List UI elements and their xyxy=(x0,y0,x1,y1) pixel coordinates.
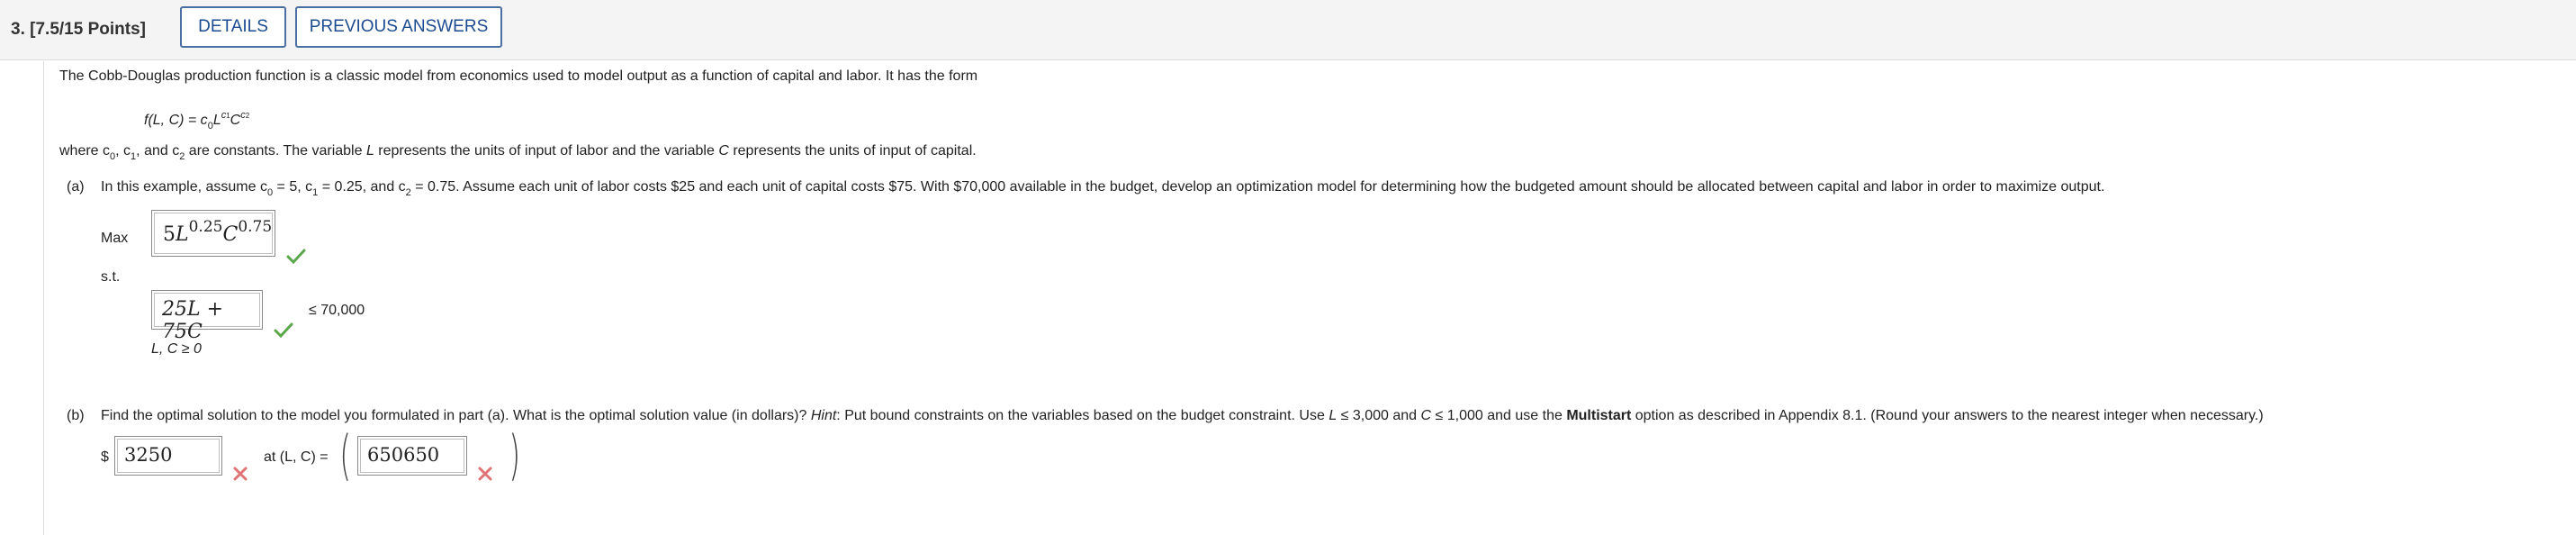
part-b-label: (b) xyxy=(67,408,85,423)
cross-icon xyxy=(477,466,493,482)
check-icon xyxy=(286,249,306,265)
at-point-label: at (L, C) = xyxy=(264,449,329,465)
constraint-input[interactable] xyxy=(151,290,263,343)
cobb-douglas-formula: f(L, $C) = c_0L^{c1}C^{c2}$ xyxy=(144,110,250,131)
right-parenthesis: ) xyxy=(509,424,521,487)
optimal-point-input[interactable]: 650650 xyxy=(357,436,467,476)
constraint-expression: 25L + 75C xyxy=(162,298,224,343)
left-parenthesis: ( xyxy=(339,424,352,487)
details-button[interactable]: DETAILS xyxy=(180,6,286,48)
part-b-text: Find the optimal solution to the model you formulated in part (a). What is the optimal solution value (in dollars)? Hint: Put bound constraints on the variables based on the budget constraint. Use L ≤ 3,000 and C ≤ 1,000 and use the Multistart option as described in Appendix 8.1. (Round your answers to the nearest integer when necessary.) xyxy=(101,408,2264,423)
question-header xyxy=(0,0,2576,60)
max-label: Max xyxy=(101,231,129,246)
previous-answers-button[interactable]: PREVIOUS ANSWERS xyxy=(295,6,502,48)
subject-to-label: s.t. xyxy=(101,269,121,285)
question-left-border xyxy=(43,61,44,535)
dollar-sign: $ xyxy=(101,449,109,465)
check-icon xyxy=(274,322,293,339)
nonnegativity-constraint: L, C ≥ 0 xyxy=(151,341,202,357)
intro-text: The Cobb-Douglas production function is a classic model from economics used to model output as a function of capital and labor. It has the form xyxy=(59,68,978,84)
optimal-value-input[interactable]: 3250 xyxy=(114,436,222,476)
cross-icon xyxy=(232,466,248,482)
points-label: [7.5/15 Points] xyxy=(30,20,146,39)
part-a-label: (a) xyxy=(67,179,85,195)
objective-expression: $5L^{0.25}C^{0.75}$ xyxy=(163,218,273,246)
constraint-rhs: ≤ 70,000 xyxy=(309,303,365,318)
where-text: where $c_0$, $c_1$, and $c_2$ are constants. The variable L represents the units of input of labor and the variable C represents the units of input of capital. xyxy=(59,143,977,162)
objective-input[interactable] xyxy=(151,210,275,257)
question-number: 3. [7.5/15 Points] xyxy=(11,20,146,39)
part-a-text: In this example, assume $c_0 = 5$, $c_1 = 0.25$, and $c_2 = 0.75$. Assume each unit of labor costs $25 and each unit of capital costs $75. With $70,000 available in the budget, develop an optimization model for determining how the budgeted amount should be allocated between capital and labor in order to maximize output. xyxy=(101,179,2105,198)
